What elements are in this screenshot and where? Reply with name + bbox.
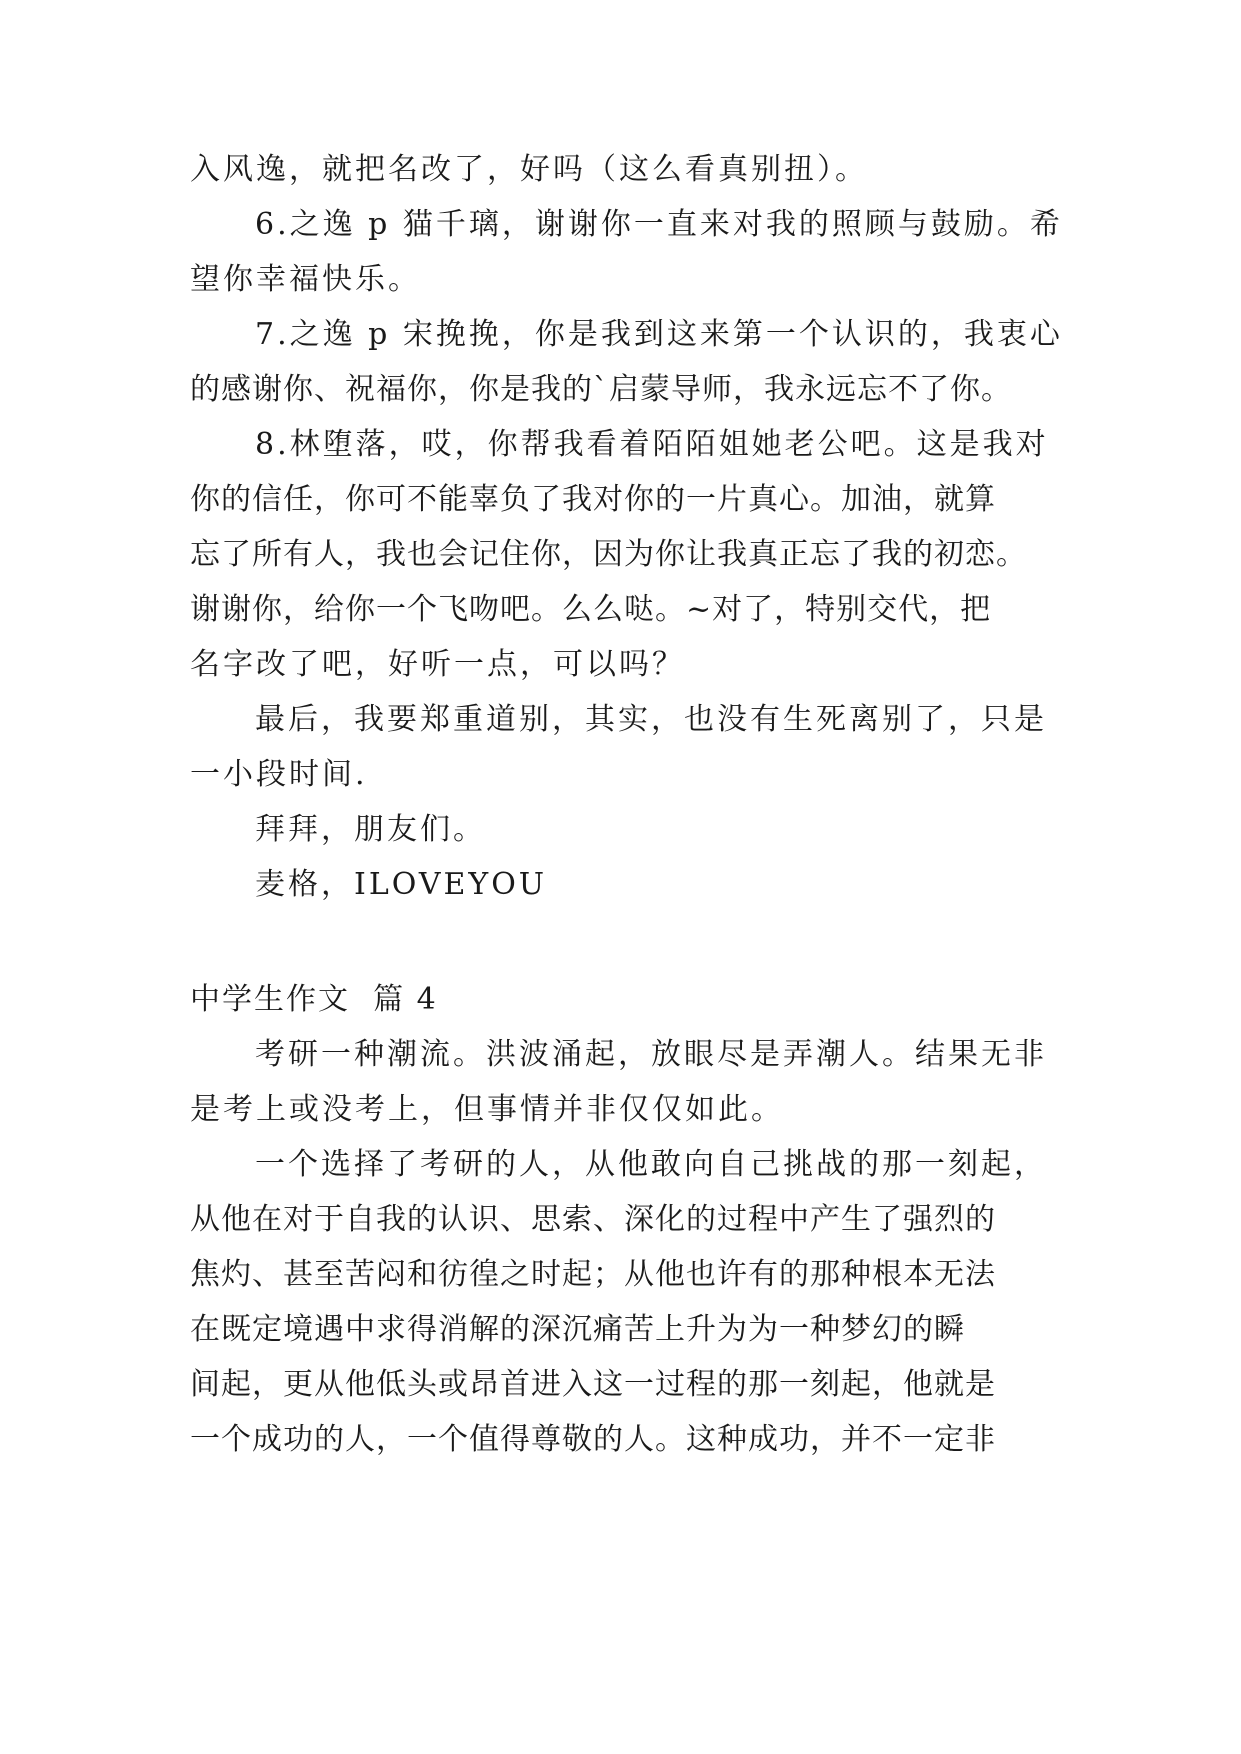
text-line: 忘了所有人，我也会记住你，因为你让我真正忘了我的初恋。 bbox=[190, 537, 1027, 572]
text-line: 望你幸福快乐。 bbox=[190, 262, 421, 297]
text-line: 一个成功的人，一个值得尊敬的人。这种成功，并不一定非 bbox=[190, 1422, 996, 1457]
text-line: 麦格，ILOVEYOU bbox=[255, 867, 548, 902]
text-line: 一小段时间. bbox=[190, 757, 368, 792]
text-line: 考研一种潮流。洪波涌起，放眼尽是弄潮人。结果无非 bbox=[255, 1037, 1047, 1072]
text-line: 在既定境遇中求得消解的深沉痛苦上升为为一种梦幻的瞬 bbox=[190, 1312, 965, 1347]
text-line: 7.之逸 p 宋挽挽，你是我到这来第一个认识的，我衷心 bbox=[255, 317, 1063, 352]
text-line: 入风逸，就把名改了，好吗（这么看真别扭）。 bbox=[190, 152, 868, 187]
text-line: 6.之逸 p 猫千璃，谢谢你一直来对我的照顾与鼓励。希 bbox=[255, 207, 1063, 242]
text-line: 谢谢你，给你一个飞吻吧。么么哒。~对了，特别交代，把 bbox=[190, 592, 992, 627]
text-line: 名字改了吧，好听一点，可以吗？ bbox=[190, 647, 685, 682]
text-line: 最后，我要郑重道别，其实，也没有生死离别了，只是 bbox=[255, 702, 1047, 737]
text-line: 是考上或没考上，但事情并非仅仅如此。 bbox=[190, 1092, 784, 1127]
text-line: 的感谢你、祝福你，你是我的`启蒙导师，我永远忘不了你。 bbox=[190, 372, 1012, 407]
text-line: 你的信任，你可不能辜负了我对你的一片真心。加油，就算 bbox=[190, 482, 996, 517]
section-heading: 中学生作文 篇 4 bbox=[190, 982, 438, 1017]
text-line: 焦灼、甚至苦闷和彷徨之时起；从他也许有的那种根本无法 bbox=[190, 1257, 996, 1292]
text-line: 8.林堕落，哎，你帮我看着陌陌姐她老公吧。这是我对 bbox=[255, 427, 1049, 462]
text-line: 从他在对于自我的认识、思索、深化的过程中产生了强烈的 bbox=[190, 1202, 996, 1237]
text-line: 间起，更从他低头或昂首进入这一过程的那一刻起，他就是 bbox=[190, 1367, 996, 1402]
text-line: 拜拜，朋友们。 bbox=[255, 812, 486, 847]
text-line: 一个选择了考研的人，从他敢向自己挑战的那一刻起， bbox=[255, 1147, 1047, 1182]
